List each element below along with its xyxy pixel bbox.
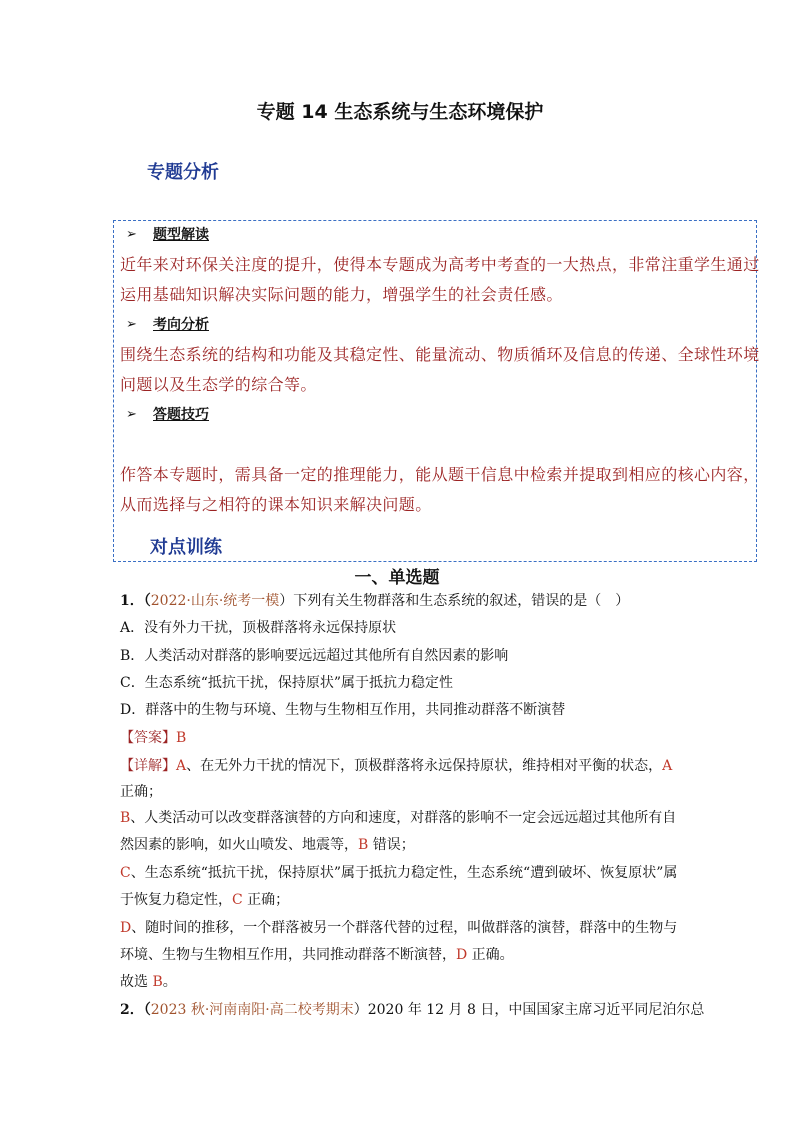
analysis-text-line: 从而选择与之相符的课本知识来解决问题。 bbox=[120, 495, 432, 514]
option-letter: A bbox=[662, 758, 673, 774]
section-heading-answer-tips: 答题技巧 bbox=[153, 407, 209, 423]
answer-label: 【答案】 bbox=[120, 730, 176, 746]
question-number: 2．（ bbox=[120, 1002, 151, 1018]
detail-text: 正确； bbox=[120, 784, 162, 800]
option-letter: D bbox=[120, 920, 132, 936]
question-number: 1．（ bbox=[120, 593, 151, 609]
answer-value: B bbox=[176, 730, 187, 746]
detail-line bbox=[120, 890, 289, 910]
section-heading-exam-trends: 考向分析 bbox=[153, 317, 209, 333]
bullet-arrow-icon: ➢ bbox=[126, 317, 137, 332]
detail-line bbox=[120, 945, 514, 965]
option-letter: A bbox=[176, 758, 187, 774]
option-d: D．群落中的生物与环境、生物与生物相互作用，共同推动群落不断演替 bbox=[120, 702, 566, 718]
detail-line bbox=[120, 918, 677, 938]
option-a: A．没有外力干扰，顶极群落将永远保持原状 bbox=[120, 620, 397, 636]
detail-line bbox=[120, 835, 415, 855]
detail-text: 、生态系统“抵抗干扰，保持原状”属于抵抗力稳定性，生态系统“遭到破坏、恢复原状”属 bbox=[130, 865, 678, 881]
analysis-text-line: 问题以及生态学的综合等。 bbox=[120, 375, 317, 394]
detail-text: 正确； bbox=[242, 892, 290, 908]
part-title: 一、单选题 bbox=[354, 568, 440, 588]
option-c: C．生态系统“抵抗干扰，保持原状”属于抵抗力稳定性 bbox=[120, 675, 454, 691]
analysis-text-line: 近年来对环保关注度的提升，使得本专题成为高考中考查的一大热点，非常注重学生通过 bbox=[120, 255, 760, 274]
option-letter: D bbox=[456, 947, 468, 963]
section-heading-question-types: 题型解读 bbox=[153, 227, 209, 243]
answer-line bbox=[120, 728, 186, 748]
detail-text: 、人类活动可以改变群落演替的方向和速度，对群落的影响不一定会远远超过其他所有自 bbox=[130, 810, 677, 826]
practice-heading: 对点训练 bbox=[150, 537, 222, 558]
detail-label: 【详解】 bbox=[120, 758, 176, 774]
detail-text: 于恢复力稳定性， bbox=[120, 892, 232, 908]
analysis-heading: 专题分析 bbox=[147, 162, 219, 183]
detail-text: 错误； bbox=[368, 837, 415, 853]
detail-text: 然因素的影响，如火山喷发、地震等， bbox=[120, 837, 358, 853]
detail-line bbox=[120, 756, 672, 776]
question-source: 2023 秋·河南南阳·高二校考期末 bbox=[150, 1002, 354, 1018]
question-source: 2022·山东·统考一模 bbox=[150, 593, 280, 609]
detail-text: 故选 bbox=[120, 974, 153, 990]
question-text: ）下列有关生物群落和生态系统的叙述，错误的是（ ） bbox=[279, 593, 630, 609]
detail-line bbox=[120, 863, 677, 883]
analysis-text-line: 作答本专题时，需具备一定的推理能力，能从题干信息中检索并提取到相应的核心内容， bbox=[120, 465, 760, 484]
question-text: ）2020 年 12 月 8 日，中国国家主席习近平同尼泊尔总 bbox=[353, 1002, 705, 1018]
option-letter: C bbox=[232, 892, 243, 908]
option-letter: B bbox=[120, 810, 131, 826]
detail-line bbox=[120, 782, 162, 802]
detail-text: 环境、生物与生物相互作用，共同推动群落不断演替， bbox=[120, 947, 456, 963]
detail-text: 正确。 bbox=[467, 947, 514, 963]
detail-text: 。 bbox=[162, 974, 177, 990]
detail-text: 、随时间的推移，一个群落被另一个群落代替的过程，叫做群落的演替，群落中的生物与 bbox=[131, 920, 678, 936]
analysis-text-line: 运用基础知识解决实际问题的能力，增强学生的社会责任感。 bbox=[120, 285, 563, 304]
option-letter: B bbox=[152, 974, 163, 990]
analysis-text-line: 围绕生态系统的结构和功能及其稳定性、能量流动、物质循环及信息的传递、全球性环境 bbox=[120, 345, 760, 364]
question-1-stem bbox=[120, 591, 629, 611]
detail-text: 、在无外力干扰的情况下，顶极群落将永远保持原状，维持相对平衡的状态， bbox=[186, 758, 663, 774]
conclusion-line bbox=[120, 972, 177, 992]
bullet-arrow-icon: ➢ bbox=[126, 227, 137, 242]
detail-line bbox=[120, 808, 676, 828]
option-letter: C bbox=[120, 865, 131, 881]
question-2-stem bbox=[120, 1000, 704, 1020]
page-title: 专题 14 生态系统与生态环境保护 bbox=[256, 101, 544, 123]
bullet-arrow-icon: ➢ bbox=[126, 407, 137, 422]
option-letter: B bbox=[358, 837, 369, 853]
option-b: B．人类活动对群落的影响要远远超过其他所有自然因素的影响 bbox=[120, 648, 509, 664]
